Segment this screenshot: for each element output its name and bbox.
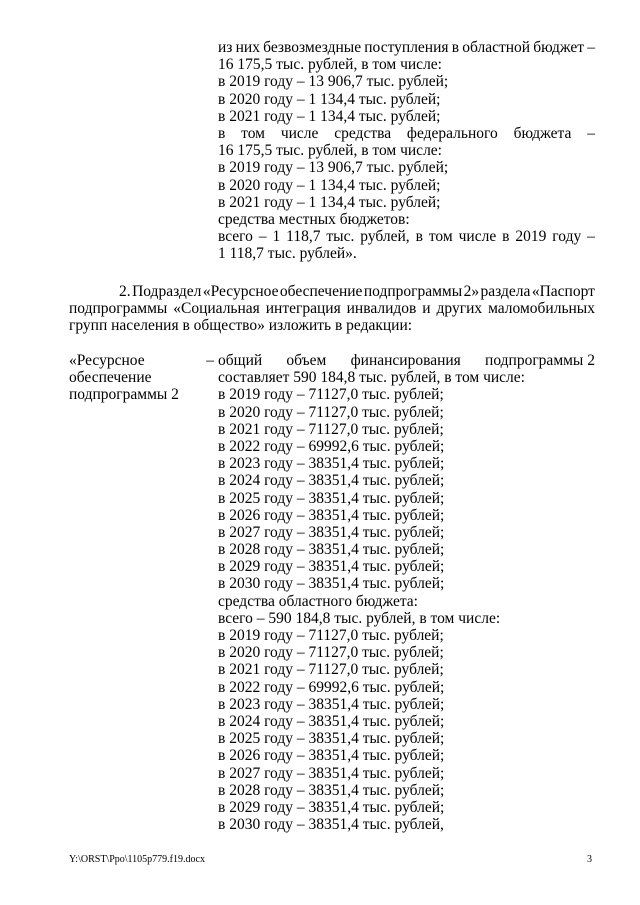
word: всего bbox=[218, 228, 253, 246]
text-line: в 2020 году – 1 134,4 тыс. рублей; bbox=[218, 90, 441, 108]
year-line: в 2024 году – 38351,4 тыс. рублей; bbox=[218, 712, 445, 730]
word: федерального bbox=[406, 124, 498, 142]
word: них bbox=[235, 39, 260, 56]
text-line: 16 175,5 тыс. рублей, в том числе: bbox=[218, 56, 442, 74]
word: поступления bbox=[364, 39, 449, 56]
word: в bbox=[451, 39, 460, 56]
year-line: в 2028 году – 38351,4 тыс. рублей; bbox=[218, 541, 445, 559]
word: и bbox=[422, 300, 431, 318]
year-line: в 2019 году – 71127,0 тыс. рублей; bbox=[218, 627, 444, 644]
label-text: обеспечение bbox=[69, 369, 152, 387]
word: числе bbox=[280, 124, 319, 142]
resource-content-column bbox=[218, 352, 595, 833]
year-line: в 2021 году – 71127,0 тыс. рублей; bbox=[218, 661, 444, 679]
justified-line bbox=[69, 283, 595, 300]
word: том bbox=[241, 124, 265, 142]
label-text: «Ресурсное bbox=[69, 352, 145, 369]
text-line: средства областного бюджета: bbox=[218, 592, 418, 610]
word: том bbox=[428, 228, 453, 246]
year-line: в 2023 году – 38351,4 тыс. рублей; bbox=[218, 695, 445, 713]
text-line: 1 118,7 тыс. рублей». bbox=[218, 245, 357, 263]
word: году bbox=[552, 228, 582, 246]
word: «Паспорт bbox=[531, 283, 595, 300]
text-line: в 2021 году – 1 134,4 тыс. рублей; bbox=[218, 193, 441, 211]
funding-continuation-block bbox=[218, 39, 595, 262]
word: областной bbox=[462, 39, 531, 56]
word: числе bbox=[458, 228, 497, 246]
word: инвалидов bbox=[346, 300, 417, 318]
year-line: в 2020 году – 71127,0 тыс. рублей; bbox=[218, 644, 444, 662]
justified-line bbox=[218, 228, 595, 245]
text-line: в 2021 году – 1 134,4 тыс. рублей; bbox=[218, 107, 441, 125]
word: общий bbox=[218, 352, 263, 369]
word: – bbox=[587, 228, 595, 246]
word: в bbox=[218, 124, 226, 142]
text-line: в 2020 году – 1 134,4 тыс. рублей; bbox=[218, 176, 441, 194]
footer-file-path: Y:\ORST\Ppo\1105p779.f19.docx bbox=[69, 854, 205, 865]
word: – bbox=[587, 39, 595, 56]
text-line: групп населения в общество» изложить в редакции: bbox=[69, 317, 413, 335]
word: объем bbox=[286, 352, 327, 369]
year-line: в 2025 году – 38351,4 тыс. рублей; bbox=[218, 489, 445, 507]
word: в bbox=[502, 228, 510, 246]
word: интеграция bbox=[265, 300, 341, 318]
year-line: в 2019 году – 71127,0 тыс. рублей; bbox=[218, 386, 444, 404]
text-line: составляет 590 184,8 тыс. рублей, в том числе: bbox=[218, 369, 525, 387]
year-line: в 2022 году – 69992,6 тыс. рублей; bbox=[218, 437, 445, 455]
years-list-total bbox=[218, 386, 595, 592]
word: 1 bbox=[272, 228, 281, 246]
year-line: в 2026 году – 38351,4 тыс. рублей; bbox=[218, 747, 445, 765]
word: рублей, bbox=[360, 228, 410, 246]
word: бюджет bbox=[533, 39, 585, 56]
section-2-paragraph bbox=[69, 283, 595, 335]
word: безвозмездные bbox=[263, 39, 362, 56]
text-line: в 2019 году – 13 906,7 тыс. рублей; bbox=[218, 159, 449, 177]
year-line: в 2026 году – 38351,4 тыс. рублей; bbox=[218, 506, 445, 524]
years-list-oblast bbox=[218, 627, 595, 833]
justified-line bbox=[218, 125, 595, 142]
word: средства bbox=[334, 124, 392, 142]
word: 118,7 bbox=[286, 228, 321, 246]
word: маломобильных bbox=[488, 300, 595, 318]
year-line: в 2022 году – 69992,6 тыс. рублей; bbox=[218, 678, 445, 696]
word: в bbox=[415, 228, 423, 246]
text-line: 16 175,5 тыс. рублей, в том числе: bbox=[218, 142, 442, 160]
year-line: в 2020 году – 71127,0 тыс. рублей; bbox=[218, 403, 444, 421]
word: 2. bbox=[119, 283, 131, 300]
year-line: в 2029 году – 38351,4 тыс. рублей; bbox=[218, 798, 445, 816]
word: из bbox=[218, 39, 233, 56]
justified-line bbox=[218, 39, 595, 56]
text-line: всего – 590 184,8 тыс. рублей, в том числе: bbox=[218, 609, 501, 627]
justified-line bbox=[218, 352, 595, 369]
word: 2019 bbox=[515, 228, 547, 246]
word: обеспечение bbox=[279, 283, 363, 300]
year-line: в 2030 году – 38351,4 тыс. рублей, bbox=[218, 816, 444, 834]
text-line: средства местных бюджетов: bbox=[218, 210, 410, 228]
word: – bbox=[587, 124, 595, 142]
word: других bbox=[436, 300, 483, 318]
year-line: в 2021 году – 71127,0 тыс. рублей; bbox=[218, 420, 444, 438]
year-line: в 2023 году – 38351,4 тыс. рублей; bbox=[218, 455, 445, 473]
resource-label-column bbox=[69, 352, 214, 404]
word: подпрограммы 2 bbox=[485, 352, 595, 369]
year-line: в 2027 году – 38351,4 тыс. рублей; bbox=[218, 764, 445, 782]
year-line: в 2027 году – 38351,4 тыс. рублей; bbox=[218, 523, 445, 541]
text-line: в 2019 году – 13 906,7 тыс. рублей; bbox=[218, 73, 449, 91]
word: Подраздел bbox=[132, 283, 202, 300]
label-text: подпрограммы 2 bbox=[69, 386, 179, 404]
word: тыс. bbox=[326, 228, 355, 246]
word: 2» bbox=[463, 283, 480, 300]
page-number: 3 bbox=[587, 854, 592, 865]
year-line: в 2024 году – 38351,4 тыс. рублей; bbox=[218, 472, 445, 490]
label-dash: – bbox=[206, 352, 214, 369]
word: подпрограммы bbox=[363, 283, 463, 300]
word: «Ресурсное bbox=[202, 283, 279, 300]
year-line: в 2030 году – 38351,4 тыс. рублей; bbox=[218, 575, 445, 593]
word: – bbox=[258, 228, 267, 246]
justified-line bbox=[69, 300, 595, 317]
word: бюджета bbox=[513, 124, 572, 142]
word: финансирования bbox=[350, 352, 461, 369]
word: «Социальная bbox=[173, 300, 260, 318]
year-line: в 2029 году – 38351,4 тыс. рублей; bbox=[218, 558, 445, 576]
year-line: в 2025 году – 38351,4 тыс. рублей; bbox=[218, 730, 445, 748]
word: раздела bbox=[480, 283, 531, 300]
year-line: в 2028 году – 38351,4 тыс. рублей; bbox=[218, 781, 445, 799]
word: подпрограммы bbox=[69, 300, 168, 318]
